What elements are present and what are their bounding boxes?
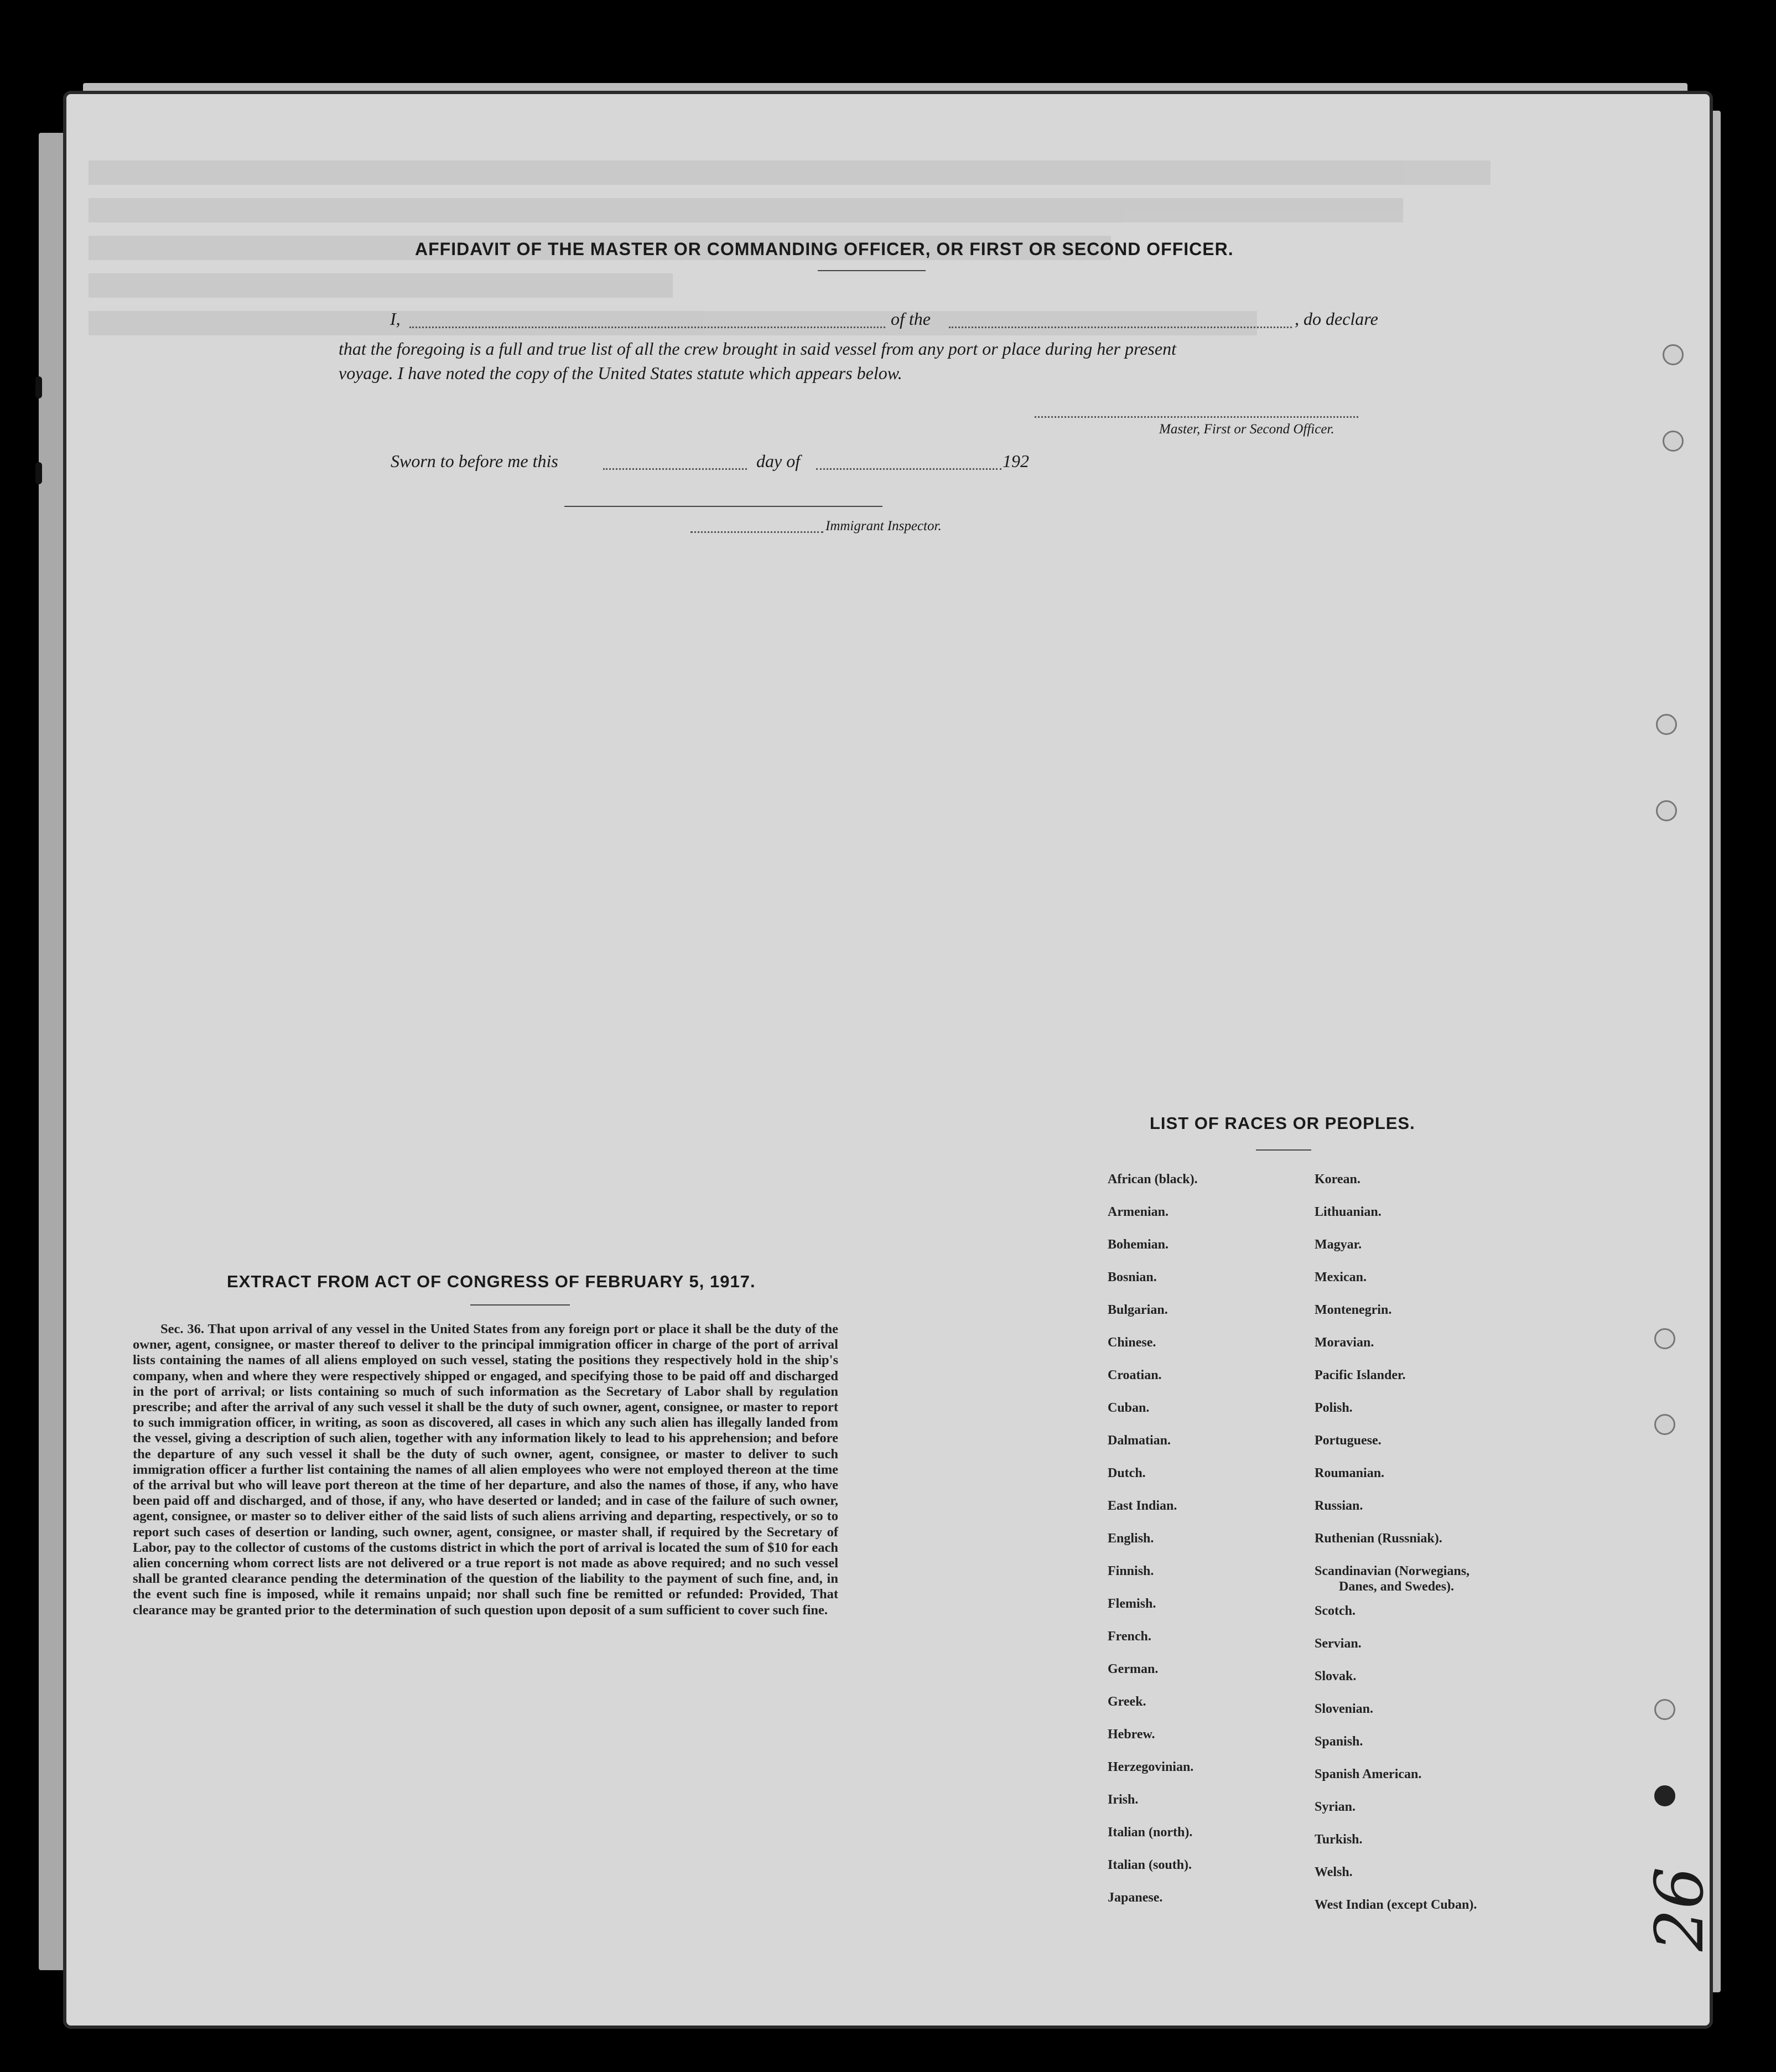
binder-hole xyxy=(1654,1785,1675,1806)
race-item: Pacific Islander. xyxy=(1315,1368,1406,1382)
extract-body: Sec. 36. That upon arrival of any vessel in the United States from any foreign port or place it shall be the duty of the owner, agent, consignee, or master thereof to deliver to the principal immigration officer in charge of the port of arrival lists containing the names of all aliens employed on such vessel, stating the positions they respectively hold in the ship's company, when and where they were respectively shipped or engaged, and specifying those to be paid off and discharged in the port of arrival; or lists containing so much of such information as the Secretary of Labor shall by regulation prescribe; and after the arrival of any such vessel it shall be the duty of such owner, agent, consignee, or master to report to such immigration officer, in writing, as soon as discovered, all cases in which any such alien has illegally landed from the vessel, giving a description of such alien, together with any information likely to lead to his apprehension; and before the departure of any such vessel it shall be the duty of such owner, agent, consignee, or master to deliver to such immigration officer a further list containing the names of all alien employees who were not employed thereon at the time of the arrival but who will leave port thereon at the time of her departure, and also the names of those, if any, who have been paid off and discharged, and of those, if any, who have deserted or landed; and in case of the failure of such owner, agent, consignee, or master so to deliver either of the said lists of such aliens arriving and departing, respectively, or so to report such cases of desertion or landing, such owner, agent, consignee, or master shall, if required by the Secretary of Labor, pay to the collector of customs of the customs district in which the port of arrival is located the sum of $10 for each alien concerning whom correct lists are not delivered or a true report is not made as above required; and no such vessel shall be granted clearance pending the determination of the question of the liability to the payment of such fine, and, in the event such fine is imposed, while it remains unpaid; nor shall such fine be remitted or refunded: Provided, That clearance may be granted prior to the determination of such question upon deposit of a sum sufficient to cover such fine. xyxy=(133,1322,838,1618)
races-title-rule xyxy=(1256,1149,1311,1151)
inspector-label: Immigrant Inspector. xyxy=(825,519,942,533)
affidavit-declare: , do declare xyxy=(1295,309,1378,329)
race-item: Cuban. xyxy=(1108,1401,1150,1415)
race-item: Dalmatian. xyxy=(1108,1433,1171,1448)
race-item: West Indian (except Cuban). xyxy=(1315,1898,1477,1912)
race-item: Lithuanian. xyxy=(1315,1205,1382,1219)
race-item: Turkish. xyxy=(1315,1832,1363,1847)
race-item: Scandinavian (Norwegians, xyxy=(1315,1564,1470,1578)
affidavit-line-3: voyage. I have noted the copy of the United States statute which appears below. xyxy=(339,363,902,383)
race-item: French. xyxy=(1108,1629,1151,1644)
edge-notch xyxy=(35,376,42,398)
race-item: Polish. xyxy=(1315,1401,1353,1415)
race-item: Danes, and Swedes). xyxy=(1339,1579,1455,1594)
race-item: Finnish. xyxy=(1108,1564,1154,1578)
day-blank xyxy=(603,468,747,470)
affidavit-title: AFFIDAVIT OF THE MASTER OR COMMANDING OFFICER, OR FIRST OR SECOND OFFICER. xyxy=(415,239,1234,259)
race-item: East Indian. xyxy=(1108,1499,1177,1513)
race-item: Japanese. xyxy=(1108,1890,1163,1905)
race-item: Bulgarian. xyxy=(1108,1303,1168,1317)
race-item: African (black). xyxy=(1108,1172,1198,1187)
binder-hole xyxy=(1654,1328,1675,1349)
extract-title: EXTRACT FROM ACT OF CONGRESS OF FEBRUARY 5, 1917. xyxy=(227,1272,756,1291)
race-item: Spanish American. xyxy=(1315,1767,1422,1781)
race-item: Italian (south). xyxy=(1108,1858,1192,1872)
race-item: English. xyxy=(1108,1531,1154,1546)
race-item: Roumanian. xyxy=(1315,1466,1385,1480)
race-item: Irish. xyxy=(1108,1793,1139,1807)
document-page xyxy=(66,94,1710,2026)
race-item: Italian (north). xyxy=(1108,1825,1193,1840)
race-item: Greek. xyxy=(1108,1695,1146,1709)
race-item: Russian. xyxy=(1315,1499,1363,1513)
race-item: Herzegovinian. xyxy=(1108,1760,1194,1774)
inspector-line-upper xyxy=(564,506,882,507)
race-item: Moravian. xyxy=(1315,1335,1374,1350)
name-blank xyxy=(409,327,885,328)
binder-hole xyxy=(1663,431,1684,452)
master-signature-line xyxy=(1035,416,1358,418)
affidavit-i: I, xyxy=(390,309,401,329)
race-item: Spanish. xyxy=(1315,1734,1363,1749)
sworn-text: Sworn to before me this xyxy=(391,451,558,471)
page-number: 26 xyxy=(1641,1867,1718,1951)
race-item: Bohemian. xyxy=(1108,1237,1169,1252)
race-item: Ruthenian (Russniak). xyxy=(1315,1531,1442,1546)
race-item: Slovenian. xyxy=(1315,1702,1374,1716)
races-title: LIST OF RACES OR PEOPLES. xyxy=(1150,1113,1415,1133)
race-item: Bosnian. xyxy=(1108,1270,1157,1284)
affidavit-line-2: that the foregoing is a full and true list of all the crew brought in said vessel from any port or place during her present xyxy=(339,339,1176,359)
inspector-signature-line xyxy=(690,531,823,533)
binder-hole xyxy=(1663,344,1684,365)
race-item: Portuguese. xyxy=(1315,1433,1382,1448)
edge-notch xyxy=(35,462,42,484)
race-item: Korean. xyxy=(1315,1172,1360,1187)
binder-hole xyxy=(1656,800,1677,821)
race-item: Magyar. xyxy=(1315,1237,1362,1252)
race-item: Montenegrin. xyxy=(1315,1303,1392,1317)
binder-hole xyxy=(1654,1414,1675,1435)
race-item: Mexican. xyxy=(1315,1270,1367,1284)
affidavit-of-the: of the xyxy=(891,309,931,329)
race-item: Armenian. xyxy=(1108,1205,1169,1219)
year-text: 192 xyxy=(1003,451,1029,471)
race-item: Slovak. xyxy=(1315,1669,1357,1684)
vessel-blank xyxy=(949,327,1292,328)
master-label: Master, First or Second Officer. xyxy=(1159,422,1334,437)
binder-hole xyxy=(1654,1699,1675,1720)
race-item: Chinese. xyxy=(1108,1335,1156,1350)
race-item: Flemish. xyxy=(1108,1597,1156,1611)
race-item: Dutch. xyxy=(1108,1466,1146,1480)
extract-title-rule xyxy=(470,1304,570,1306)
month-blank xyxy=(816,468,1001,470)
affidavit-title-rule xyxy=(818,270,926,271)
race-item: Scotch. xyxy=(1315,1604,1356,1618)
race-item: Syrian. xyxy=(1315,1800,1356,1814)
race-item: Welsh. xyxy=(1315,1865,1353,1879)
race-item: Servian. xyxy=(1315,1636,1362,1651)
race-item: Hebrew. xyxy=(1108,1727,1155,1742)
binder-hole xyxy=(1656,714,1677,735)
race-item: Croatian. xyxy=(1108,1368,1162,1382)
day-of-text: day of xyxy=(756,451,801,471)
race-item: German. xyxy=(1108,1662,1159,1676)
